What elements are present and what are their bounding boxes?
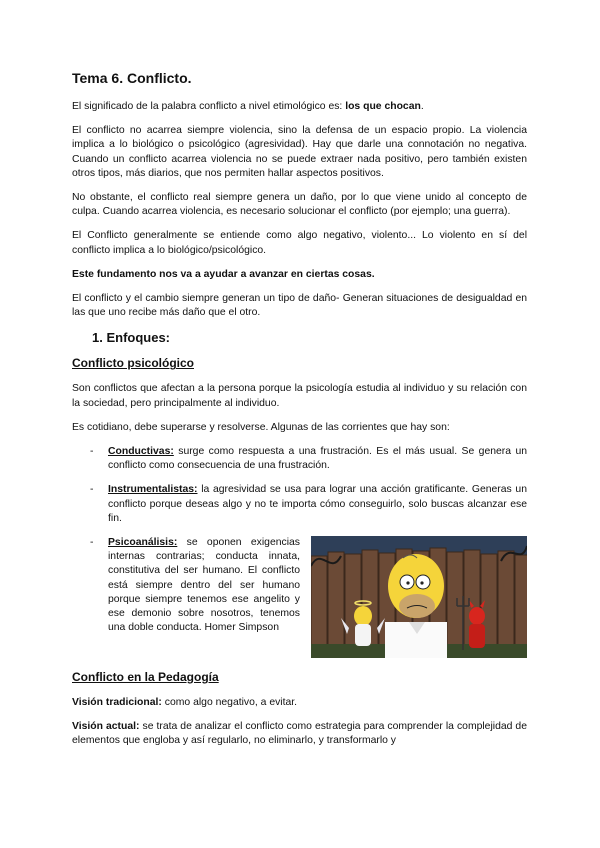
bullet-dash: - xyxy=(90,446,94,458)
list-item-conductivas xyxy=(72,445,527,473)
homer-simpson-image xyxy=(311,536,527,658)
paragraph-vision-traditional xyxy=(72,696,527,710)
vision-current-text: se trata de analizar el conflicto como estrategia para comprender la complejidad de elementos que engloba y así regularlo, no eliminarlo, y transformarlo y xyxy=(72,721,527,747)
bullet-dash: - xyxy=(90,484,94,496)
list-item-psicoanalisis xyxy=(72,536,300,635)
vision-traditional-term: Visión tradicional: xyxy=(72,697,162,709)
subheading-pedagogy: Conflicto en la Pedagogía xyxy=(72,670,219,685)
psicoanalisis-block xyxy=(72,536,527,662)
bullet-text: surge como respuesta a una frustración. Es el más usual. Se genera un conflicto como consecuencia de una frustración. xyxy=(108,446,527,472)
paragraph-change: El conflicto y el cambio siempre generan un tipo de daño- Generan situaciones de desigualdad en las que uno recibe más daño que el otro. xyxy=(72,293,527,319)
etymology-text: El significado de la palabra conflicto a nivel etimológico es: xyxy=(72,101,346,112)
etymology-end: . xyxy=(420,101,424,112)
section-heading-enfoques: 1. Enfoques: xyxy=(92,330,171,346)
bullet-term: Instrumentalistas: xyxy=(108,484,198,496)
list-item-instrumentalistas xyxy=(72,483,527,526)
document-title: Tema 6. Conflicto. xyxy=(72,70,192,86)
bullet-term: Psicoanálisis: xyxy=(108,537,178,549)
paragraph-violence: El conflicto no acarrea siempre violencia, sino la defensa de un espacio propio. La violencia implica a lo biológico o psicológico (agresividad). Hay que darle una connotación no negativa. Cuando un conflicto acarrea violencia no se puede extraer nada positivo, pero también existen otros tipos, más diarios, que nos permiten hallar aspectos positivos. xyxy=(72,125,527,179)
etymology-emphasis: los que chocan xyxy=(345,101,421,112)
bullet-dash: - xyxy=(90,537,94,549)
bullet-text: se oponen exigencias internas contrarias; conducta innata, constitutiva del ser humano. El conflicto está siempre dentro del ser humano porque siempre tenemos ese angelito y ese demonio sobre nosotros, tenemos una doble conducta. Homer Simpson xyxy=(108,537,300,634)
homer-illustration xyxy=(311,536,527,658)
paragraph-vision-current xyxy=(72,720,527,748)
paragraph-psychology: Son conflictos que afectan a la persona porque la psicología estudia al individuo y su relación con la sociedad, pero principalmente al individuo. xyxy=(72,383,527,409)
vision-traditional-text: como algo negativo, a evitar. xyxy=(161,697,298,709)
subheading-psychological: Conflicto psicológico xyxy=(72,356,194,371)
paragraph-guilt: No obstante, el conflicto real siempre genera un daño, por lo que viene unido al concepto de culpa. Cuando acarrea violencia, es necesario solucionar el conflicto (por ejemplo; una guerra). xyxy=(72,192,527,218)
paragraph-daily: Es cotidiano, debe superarse y resolverse. Algunas de las corrientes que hay son: xyxy=(72,421,450,433)
vision-current-term: Visión actual: xyxy=(72,721,140,733)
paragraph-etymology xyxy=(72,100,527,114)
paragraph-negative: El Conflicto generalmente se entiende como algo negativo, violento... Lo violento en sí del conflicto implica a lo biológico/psicológico. xyxy=(72,230,527,256)
document-page xyxy=(72,70,527,759)
bullet-term: Conductivas: xyxy=(108,446,174,458)
bullet-text: la agresividad se usa para lograr una acción gratificante. Generas un conflicto porque deseas algo y no te importa cómo conseguirlo, solo buscas alcanzar ese fin. xyxy=(108,484,527,524)
paragraph-foundation: Este fundamento nos va a ayudar a avanzar en ciertas cosas. xyxy=(72,268,375,280)
